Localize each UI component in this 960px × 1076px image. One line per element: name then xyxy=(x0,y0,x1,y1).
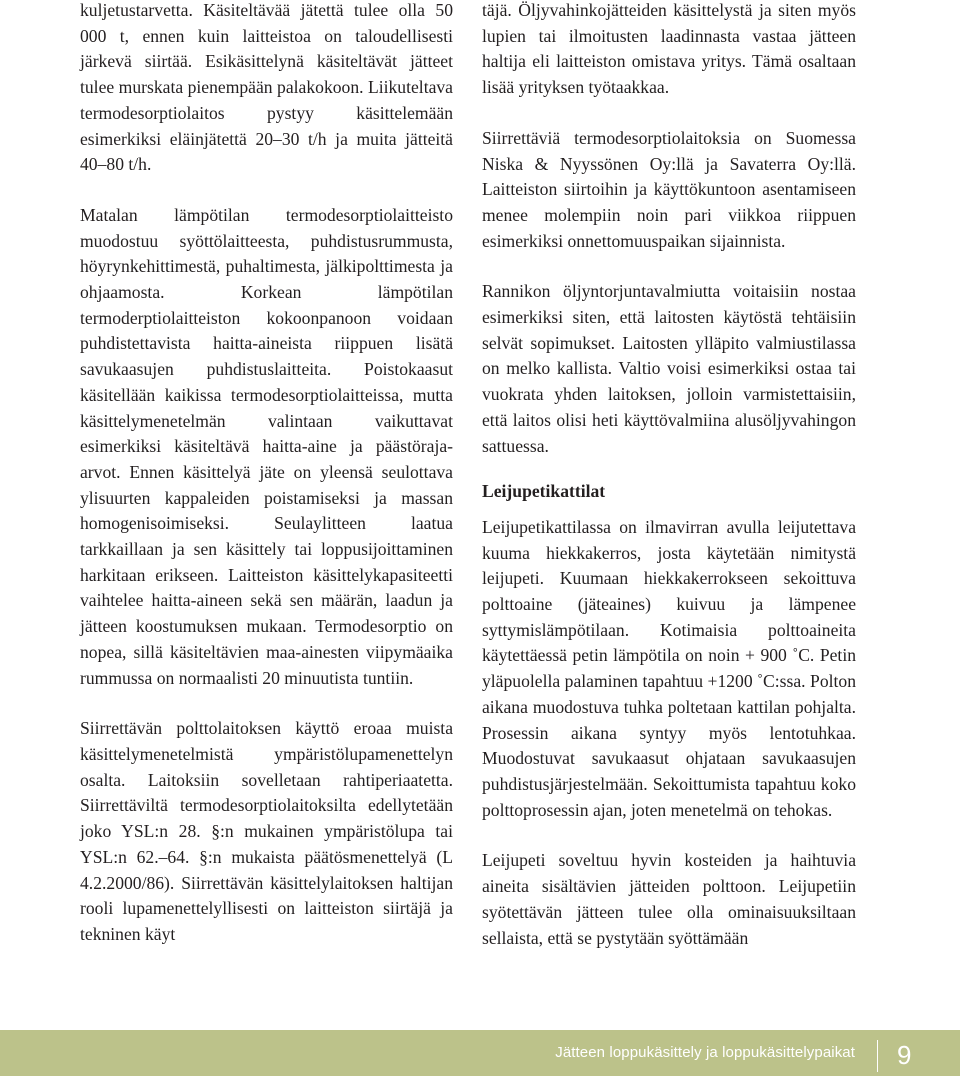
right-paragraph-1: täjä. Öljyvahinkojätteiden käsittelystä ja siten myös lupien tai ilmoitusten laadinnasta vastaa jätteen haltija eli laitteiston omistava yritys. Tämä osaltaan lisää yrityksen työtaakkaa. xyxy=(482,0,856,98)
right-paragraph-5: Leijupeti soveltuu hyvin kosteiden ja haihtuvia aineita sisältävien jätteiden polttoon. Leijupetiin syötettävän jätteen tulee olla ominaisuuksiltaan sellaista, että se pystytään syöttämään xyxy=(482,850,856,948)
left-paragraph-1: kuljetustarvetta. Käsiteltävää jätettä tulee olla 50 000 t, ennen kuin laitteistoa on taloudellisesti järkevä siirtää. Esikäsittelynä käsiteltävät jätteet tulee murskata pienempään palakokoon. Liikuteltava termodesorptiolaitos pystyy käsittelemään esimerkiksi eläinjätettä 20–30 t/h ja muita jätteitä 40–80 t/h. xyxy=(80,0,453,175)
page-footer xyxy=(0,1030,960,1076)
left-column xyxy=(80,0,453,948)
page-number: 9 xyxy=(897,1040,912,1070)
section-heading: Leijupetikattilat xyxy=(482,481,606,502)
right-column xyxy=(482,0,856,951)
footer-divider xyxy=(877,1040,878,1072)
right-paragraph-2: Siirrettäviä termodesorptiolaitoksia on Suomessa Niska & Nyyssönen Oy:llä ja Savaterra Oy:llä. Laitteiston siirtoihin ja käyttökuntoon asentamiseen menee molempiin noin pari viikkoa riippuen esimerkiksi onnettomuuspaikan sijainnista. xyxy=(482,127,856,251)
right-paragraph-3: Rannikon öljyntorjuntavalmiutta voitaisiin nostaa esimerkiksi siten, että laitosten käytöstä tehtäisiin selvät sopimukset. Laitosten ylläpito valmiustilassa on melko kallista. Valtio voisi esimerkiksi ostaa tai vuokrata yhden laitoksen, jolloin varmistettaisiin, että laitos olisi heti käyttövalmiina alusöljyvahingon sattuessa. xyxy=(482,281,856,456)
left-paragraph-3: Siirrettävän polttolaitoksen käyttö eroaa muista käsittelymenetelmistä ympäristölupamenettelyn osalta. Laitoksiin sovelletaan rahtiperiaatetta. Siirrettäviltä termodesorptiolaitoksilta edellytetään joko YSL:n 28. §:n mukainen ympäristölupa tai YSL:n 62.–64. §:n mukaista päätösmenettelyä (L 4.2.2000/86). Siirrettävän käsittelylaitoksen haltijan rooli lupamenettelyllisesti on laitteiston siirtäjä ja tekninen käyt xyxy=(80,718,453,944)
left-paragraph-2: Matalan lämpötilan termodesorptiolaitteisto muodostuu syöttölaitteesta, puhdistusrummusta, höyrynkehittimestä, puhaltimesta, jälkipolttimesta ja ohjaamosta. Korkean lämpötilan termoderptiolaitteiston kokoonpanoon voidaan puhdistettavista haitta-aineista riippuen lisätä savukaasujen puhdistuslaitteita. Poistokaasut käsitellään kaikissa termodesorptiolaitteissa, mutta käsittelymenetelmän valintaan vaikuttavat esimerkiksi käsiteltävä haitta-aine ja päästöraja-arvot. Ennen käsittelyä jäte on yleensä seulottava ylisuurten kappaleiden poistamiseksi ja massan homogenisoimiseksi. Seulaylitteen laatua tarkkaillaan ja sen käsittely tai loppusijoittaminen harkitaan erikseen. Laitteiston käsittelykapasiteetti vaihtelee haitta-aineen sekä sen määrän, laadun ja jätteen koostumuksen mukaan. Termodesorptio on nopea, sillä käsiteltävien maa-ainesten viipymäaika rummussa on normaalisti 20 minuutista tuntiin. xyxy=(80,204,453,688)
footer-title: Jätteen loppukäsittely ja loppukäsittelypaikat xyxy=(555,1044,855,1061)
right-paragraph-4: Leijupetikattilassa on ilmavirran avulla leijutettava kuuma hiekkakerros, josta käytetään nimitystä leijupeti. Kuumaan hiekkakerrokseen sekoittuva polttoaine (jäteaines) kuivuu ja lämpenee syttymislämpötilaan. Kotimaisia polttoaineita käytettäessä petin lämpötila on noin + 900 ˚C. Petin yläpuolella palaminen tapahtuu +1200 ˚C:ssa. Polton aikana muodostuva tuhka poltetaan kattilan pohjalta. Prosessin aikana syntyy myös lentotuhkaa. Muodostuvat savukaasut ohjataan savukaasujen puhdistusjärjestelmään. Sekoittumista tapahtuu koko polttoprosessin ajan, joten menetelmä on tehokas. xyxy=(482,516,856,820)
